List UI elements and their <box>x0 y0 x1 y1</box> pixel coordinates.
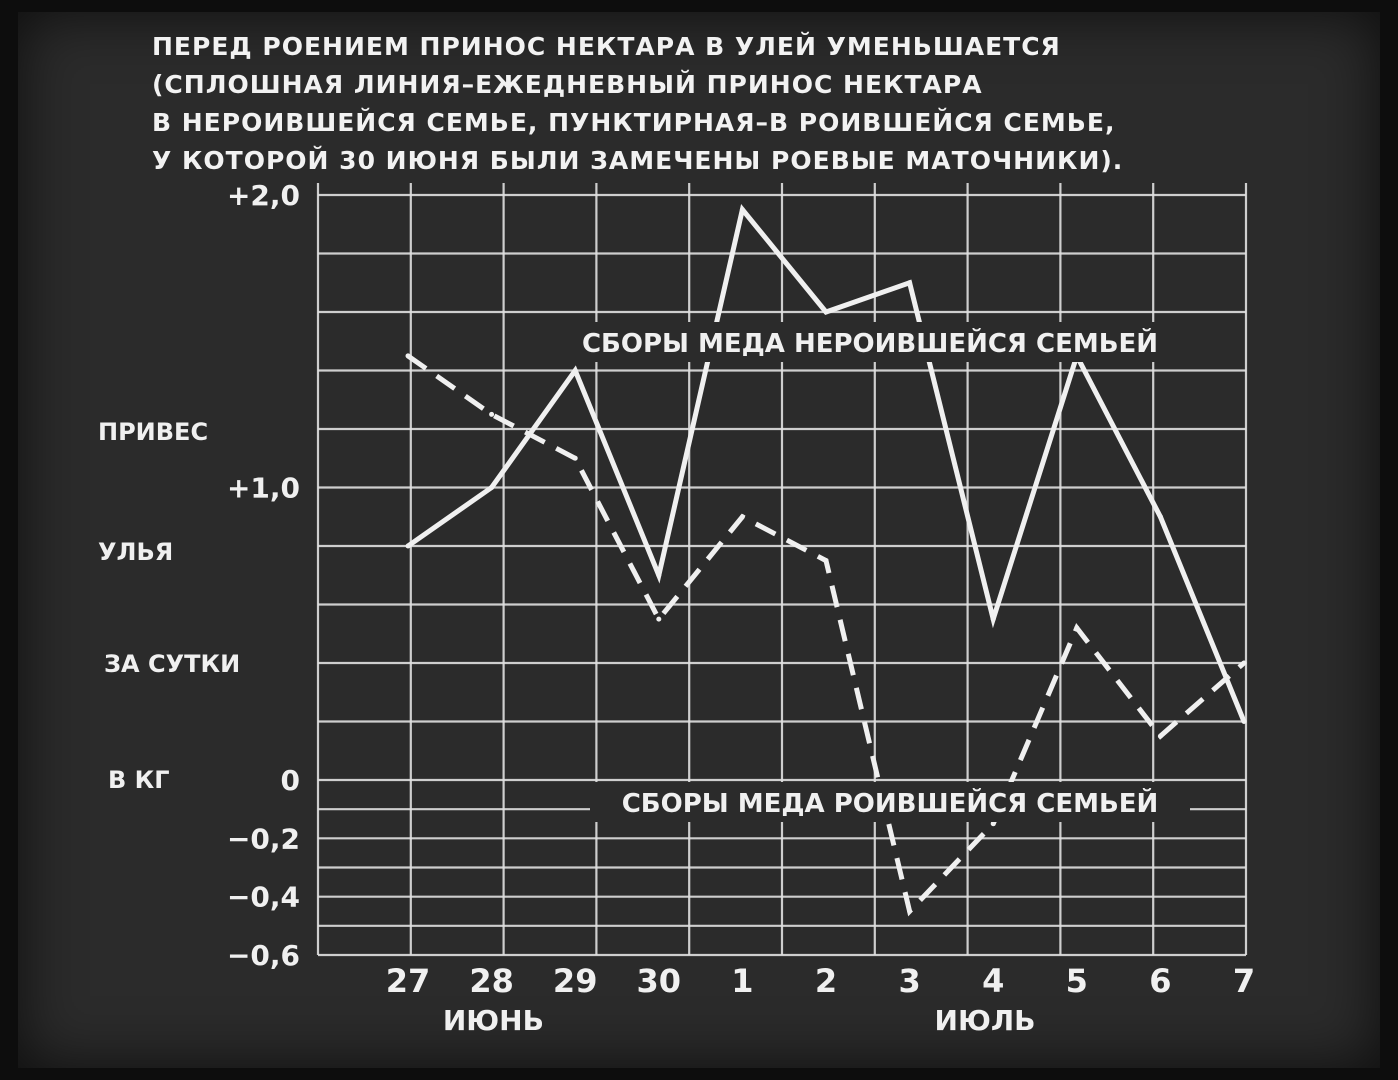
data-point <box>489 412 494 417</box>
series-label: СБОРЫ МЕДА НЕРОИВШЕЙСЯ СЕМЬЕЙ <box>581 329 1159 359</box>
title-line-3: В НЕРОИВШЕЙСЯ СЕМЬЕ, ПУНКТИРНАЯ–В РОИВШЕЙСЯ СЕМЬЕ, <box>152 108 1116 137</box>
data-point <box>656 617 661 622</box>
data-point <box>1242 661 1247 666</box>
series-line-non-swarming <box>408 210 1244 722</box>
data-point <box>991 617 996 622</box>
data-point <box>406 544 411 549</box>
data-point <box>1158 514 1163 519</box>
x-tick-label: 28 <box>469 962 514 1000</box>
x-tick-label: 2 <box>814 962 838 1000</box>
data-point <box>406 353 411 358</box>
month-label: ИЮЛЬ <box>934 1004 1036 1037</box>
y-axis-title <box>98 418 240 794</box>
ylabel-line-1: ПРИВЕС <box>98 418 209 446</box>
series-label: СБОРЫ МЕДА РОИВШЕЙСЯ СЕМЬЕЙ <box>621 789 1159 819</box>
x-tick-label: 7 <box>1232 962 1256 1000</box>
x-tick-label: 4 <box>982 962 1005 1000</box>
x-tick-label: 29 <box>552 962 598 1000</box>
data-point <box>1158 734 1163 739</box>
data-point <box>656 573 661 578</box>
x-tick-label: 3 <box>898 962 921 1000</box>
data-point <box>907 280 912 285</box>
month-label: ИЮНЬ <box>442 1004 544 1037</box>
y-tick-label: +1,0 <box>226 471 300 505</box>
title-line-4: У КОТОРОЙ 30 ИЮНЯ БЫЛИ ЗАМЕЧЕНЫ РОЕВЫЕ МАТОЧНИКИ). <box>152 146 1124 175</box>
x-axis-labels <box>386 962 1255 1037</box>
title-line-1: ПЕРЕД РОЕНИЕМ ПРИНОС НЕКТАРА В УЛЕЙ УМЕНЬШАЕТСЯ <box>152 32 1061 61</box>
data-point <box>573 456 578 461</box>
y-tick-label: +2,0 <box>226 179 300 212</box>
data-point <box>573 368 578 373</box>
title-line-2: (СПЛОШНАЯ ЛИНИЯ–ЕЖЕДНЕВНЫЙ ПРИНОС НЕКТАРА <box>152 70 983 99</box>
x-tick-label: 27 <box>385 962 431 1000</box>
data-point <box>1074 625 1079 630</box>
ylabel-line-2: УЛЬЯ <box>98 538 174 566</box>
x-tick-label: 30 <box>636 962 682 1000</box>
y-axis-labels <box>227 179 300 972</box>
chart-grid <box>318 183 1246 955</box>
y-tick-label: −0,2 <box>226 822 300 856</box>
data-point <box>824 558 829 563</box>
data-point <box>740 207 745 212</box>
x-tick-label: 1 <box>731 962 754 1000</box>
data-point <box>489 485 494 490</box>
y-tick-label: −0,6 <box>226 939 300 972</box>
data-point <box>1242 719 1247 724</box>
y-tick-label: 0 <box>280 764 300 797</box>
x-tick-label: 5 <box>1065 962 1088 1000</box>
ylabel-line-3: ЗА СУТКИ <box>104 650 241 678</box>
x-tick-label: 6 <box>1149 962 1172 1000</box>
data-point <box>740 514 745 519</box>
data-point <box>824 310 829 315</box>
data-point <box>907 909 912 914</box>
ylabel-line-4: В КГ <box>108 766 170 794</box>
y-tick-label: −0,4 <box>226 880 300 914</box>
